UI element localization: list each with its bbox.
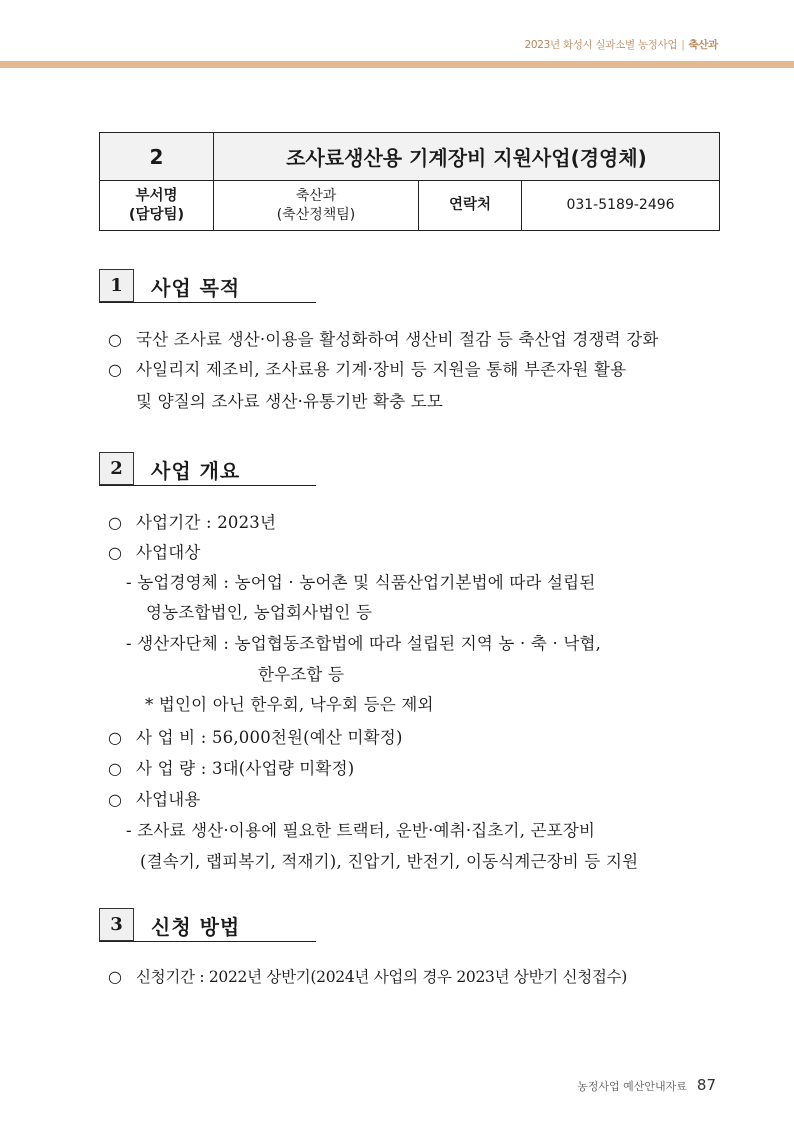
purpose-item-2: ○ 사일리지 제조비, 조사료용 기계·장비 등 지원을 통해 부존자원 활용 [108,360,627,379]
header-divider: | [681,39,685,51]
section-number: 1 [99,269,134,302]
page-number: 87 [696,1076,716,1094]
overview-budget: ○ 사 업 비 : 56,000천원(예산 미확정) [108,728,403,747]
team-value: (축산정책팀) [276,206,356,223]
contact-label: 연락처 [419,181,522,231]
page-footer [577,1076,716,1094]
circle-bullet-icon: ○ [108,759,123,778]
section-number: 3 [99,908,134,941]
circle-bullet-icon: ○ [108,728,123,747]
purpose-item-2-cont: 및 양질의 조사료 생산·유통기반 확충 도모 [136,392,444,411]
overview-content: ○ 사업내용 [108,790,201,809]
overview-target-2-cont: 한우조합 등 [258,665,345,684]
overview-target-1-cont: 영농조합법인, 농업회사법인 등 [146,603,373,622]
team-label: (담당팀) [128,206,185,223]
dept-value: 축산과 [295,187,337,204]
dept-label-cell [100,181,214,231]
overview-volume: ○ 사 업 량 : 3대(사업량 미확정) [108,759,355,778]
section-number: 2 [99,452,134,485]
header-subtitle: 2023년 화성시 실과소별 농정사업 [524,39,678,51]
section-heading-apply [99,908,316,942]
overview-period: ○ 사업기간 : 2023년 [108,513,277,532]
footer-label: 농정사업 예산안내자료 [577,1080,687,1093]
circle-bullet-icon: ○ [108,543,123,562]
overview-target-1: - 농업경영체 : 농어업 · 농어촌 및 식품산업기본법에 따라 설립된 [126,573,596,592]
circle-bullet-icon: ○ [108,967,122,986]
purpose-item-1: ○ 국산 조사료 생산·이용을 활성화하여 생산비 절감 등 축산업 경쟁력 강화 [108,330,659,349]
header-department: 축산과 [688,39,718,51]
overview-content-1-cont: (결속기, 랩피복기, 적재기), 진압기, 반전기, 이동식계근장비 등 지원 [140,852,639,871]
dept-label: 부서명 [135,187,178,204]
overview-target: ○ 사업대상 [108,543,201,562]
overview-content-1: - 조사료 생산·이용에 필요한 트랙터, 운반·예취·집초기, 곤포장비 [126,821,596,840]
section-title: 사업 개요 [151,459,241,483]
section-title: 사업 목적 [151,276,241,300]
project-title: 조사료생산용 기계장비 지원사업(경영체) [214,133,720,181]
section-title: 신청 방법 [151,915,241,939]
contact-value: 031-5189-2496 [522,181,720,231]
apply-period: ○ 신청기간 : 2022년 상반기(2024년 사업의 경우 2023년 상반기 신청접수) [108,967,627,986]
dept-value-cell [214,181,419,231]
header-accent-bar [0,61,794,68]
section-heading-overview [99,452,316,486]
overview-target-note: * 법인이 아닌 한우회, 낙우회 등은 제외 [145,695,434,714]
overview-target-2: - 생산자단체 : 농업협동조합법에 따라 설립된 지역 농 · 축 · 낙협, [126,634,602,653]
project-number: 2 [100,133,214,181]
circle-bullet-icon: ○ [108,790,123,809]
circle-bullet-icon: ○ [108,360,123,379]
running-header [524,37,718,52]
circle-bullet-icon: ○ [108,513,123,532]
project-info-table [99,132,720,231]
section-heading-purpose [99,269,316,303]
circle-bullet-icon: ○ [108,330,123,349]
